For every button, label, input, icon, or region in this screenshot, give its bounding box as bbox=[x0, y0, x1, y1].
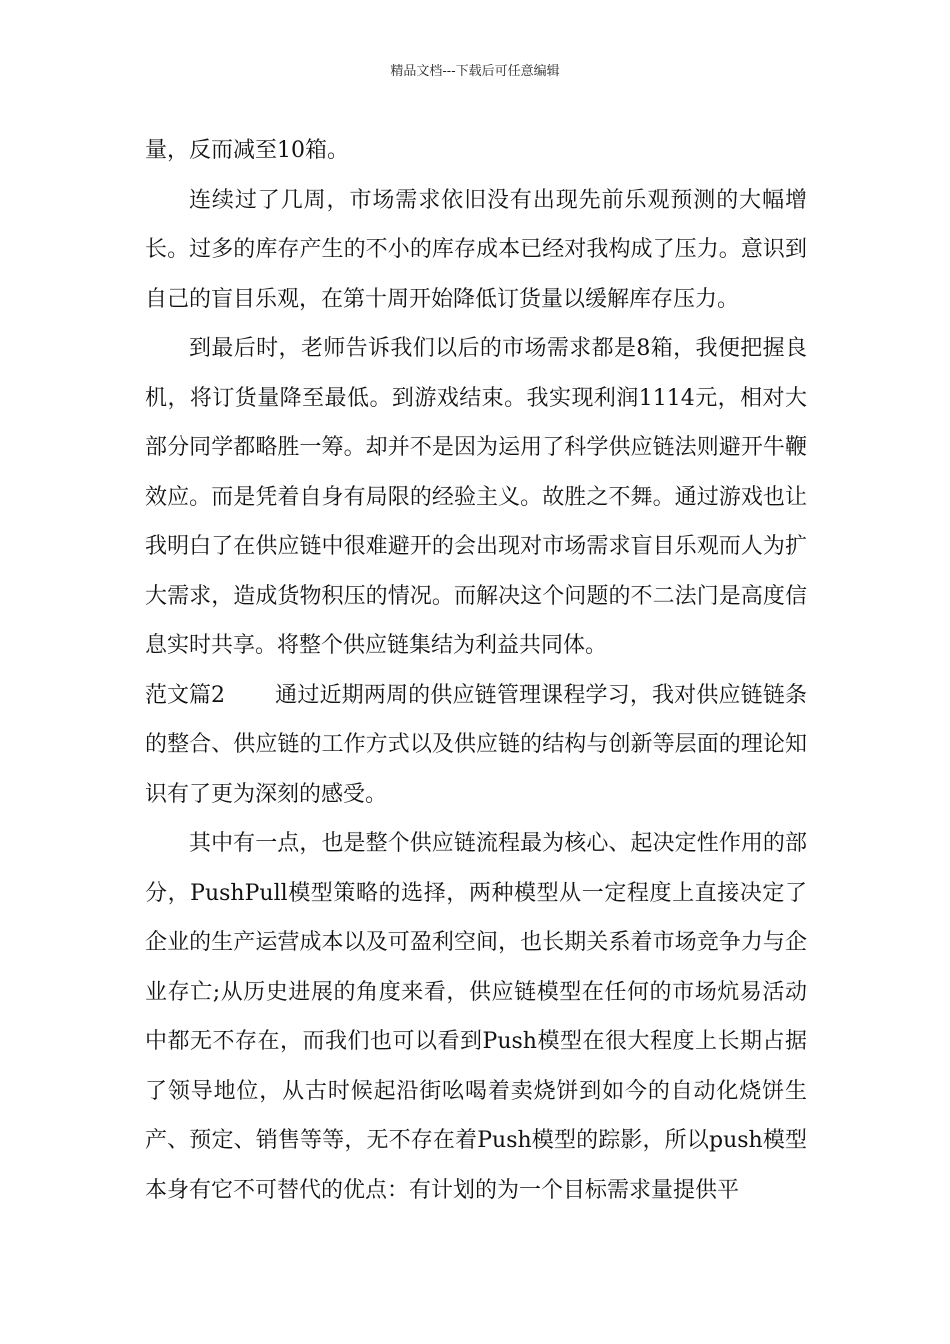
paragraph-inventory-pressure: 连续过了几周，市场需求依旧没有出现先前乐观预测的大幅增长。过多的库存产生的不小的库存成本已经对我构成了压力。意识到自己的盲目乐观，在第十周开始降低订货量以缓解库存压力。 bbox=[145, 187, 807, 312]
document-body bbox=[145, 126, 807, 1215]
paragraph-sample-2 bbox=[145, 671, 807, 820]
section-label: 范文篇2 bbox=[145, 682, 225, 708]
page-header: 精品文档---下载后可任意编辑 bbox=[390, 64, 560, 79]
paragraph-push-pull: 其中有一点，也是整个供应链流程最为核心、起决定性作用的部分，PushPull模型策略的选择，两种模型从一定程度上直接决定了企业的生产运营成本以及可盈利空间，也长期关系着市场竞争力与企业存亡;从历史进展的角度来看，供应链模型在任何的市场炕易活动中都无不存在，而我们也可以看到Push模型在很大程度上长期占据了领导地位，从古时候起沿街吆喝着卖烧饼到如今的自动化烧饼生产、预定、销售等等，无不存在着Push模型的踪影，所以push模型本身有它不可替代的优点：有计划的为一个目标需求量提供平 bbox=[145, 831, 807, 1203]
paragraph-continuation: 量，反而减至10箱。 bbox=[145, 138, 349, 163]
section-intro-text: 通过近期两周的供应链管理课程学习，我对供应链链条的整合、供应链的工作方式以及供应链的结构与创新等层面的理论知识有了更为深刻的感受。 bbox=[145, 682, 807, 807]
paragraph-game-result: 到最后时，老师告诉我们以后的市场需求都是8箱，我便把握良机，将订货量降至最低。到游戏结束。我实现利润1114元，相对大部分同学都略胜一筹。却并不是因为运用了科学供应链法则避开牛鞭效应。而是凭着自身有局限的经验主义。故胜之不舞。通过游戏也让我明白了在供应链中很难避开的会出现对市场需求盲目乐观而人为扩大需求，造成货物积压的情况。而解决这个问题的不二法门是高度信息实时共享。将整个供应链集结为利益共同体。 bbox=[145, 336, 807, 658]
